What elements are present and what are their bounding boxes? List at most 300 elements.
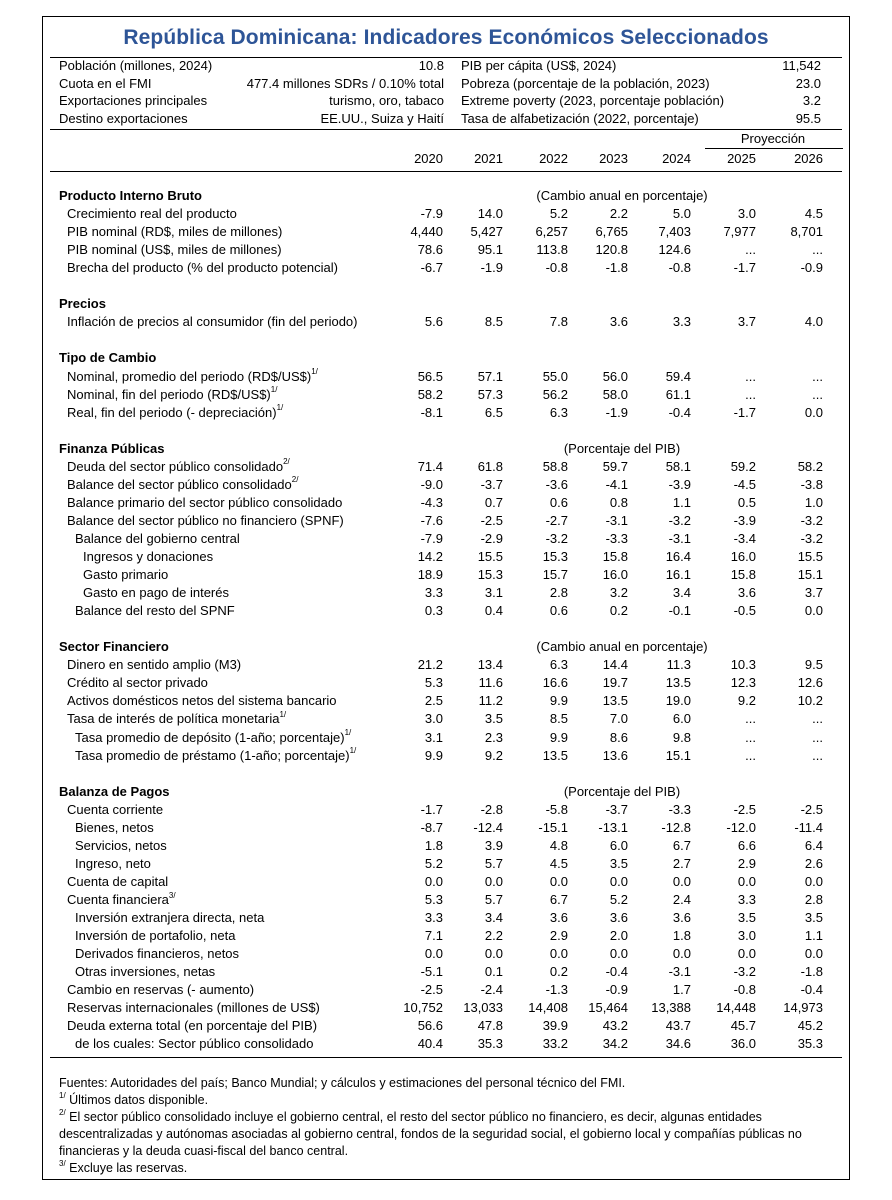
cell-2025: -3.2 <box>733 964 756 980</box>
cell-2025: -2.5 <box>733 801 756 817</box>
table-row <box>43 855 851 873</box>
cell-2024: 34.6 <box>665 1036 691 1052</box>
cell-2021: 3.5 <box>484 711 503 727</box>
cell-2025: 7,977 <box>723 224 756 240</box>
row-label: Crecimiento real del producto <box>67 206 237 222</box>
cell-2026: 9.5 <box>804 657 823 673</box>
table-row <box>43 656 851 674</box>
cell-2020: 3.1 <box>424 729 443 745</box>
cell-2021: -2.4 <box>480 982 503 998</box>
table-row <box>43 458 851 476</box>
cell-2021: 0.0 <box>484 873 503 889</box>
section-row <box>43 638 851 656</box>
table-row <box>43 819 851 837</box>
cell-2023: 3.2 <box>609 585 628 601</box>
cell-2021: 0.1 <box>484 964 503 980</box>
cell-2025: 0.0 <box>737 946 756 962</box>
cell-2020: 78.6 <box>417 242 443 258</box>
cell-2025: 10.3 <box>730 657 756 673</box>
cell-2020: 40.4 <box>417 1036 443 1052</box>
cell-2021: 0.7 <box>484 494 503 510</box>
table-row <box>43 223 851 241</box>
projection-underline <box>705 148 843 149</box>
cell-2022: 6.3 <box>549 657 568 673</box>
cell-2025: 2.9 <box>737 855 756 871</box>
cell-2023: 0.8 <box>609 494 628 510</box>
row-label: Balance del gobierno central <box>75 530 240 546</box>
cell-2021: 95.1 <box>477 242 503 258</box>
cell-2022: 5.2 <box>549 206 568 222</box>
cell-2021: -12.4 <box>473 819 503 835</box>
cell-2024: 43.7 <box>665 1018 691 1034</box>
cell-2026: 45.2 <box>797 1018 823 1034</box>
row-label: Reservas internacionales (millones de US$) <box>67 1000 320 1016</box>
cell-2026: 1.0 <box>804 494 823 510</box>
cell-2023: 34.2 <box>602 1036 628 1052</box>
cell-2020: 5.2 <box>424 855 443 871</box>
cell-2020: 0.3 <box>424 603 443 619</box>
cell-2021: -3.7 <box>480 476 503 492</box>
cell-2020: -7.9 <box>420 530 443 546</box>
cell-2022: 0.6 <box>549 494 568 510</box>
cell-2024: 16.4 <box>665 549 691 564</box>
cell-2023: 3.5 <box>609 855 628 871</box>
row-label: Balance del resto del SPNF <box>75 603 235 619</box>
spacer-row <box>43 422 851 440</box>
footnote-mark: 1/ <box>270 385 278 395</box>
cell-2025: 12.3 <box>730 675 756 691</box>
section-row <box>43 440 851 458</box>
cell-2021: 3.9 <box>484 837 503 853</box>
cell-2026: 0.0 <box>804 946 823 962</box>
cell-2024: -3.3 <box>668 801 691 817</box>
cell-2025: -0.8 <box>733 982 756 998</box>
table-row <box>43 602 851 620</box>
row-label: Balance del sector público consolidado$^{2/}$ <box>67 475 299 492</box>
cell-2026: 0.0 <box>804 603 823 619</box>
section-title: Finanza Públicas <box>59 440 165 456</box>
cell-2020: 10,752 <box>403 1000 443 1016</box>
cell-2021: 0.4 <box>484 603 503 619</box>
cell-2020: 9.9 <box>424 747 443 763</box>
row-label: Gasto primario <box>83 567 169 583</box>
section-unit: (Porcentaje del PIB) <box>563 783 681 799</box>
footnote-mark: 1/ <box>311 367 318 377</box>
cell-2023: 14.4 <box>602 657 628 673</box>
cell-2020: 0.0 <box>424 873 443 889</box>
table-row <box>43 548 851 566</box>
cell-2025: -4.5 <box>733 476 756 492</box>
cell-2022: 56.2 <box>542 386 568 402</box>
cell-2025: 16.0 <box>730 549 756 564</box>
cell-2021: 5.7 <box>484 891 503 907</box>
table-row <box>43 1035 851 1053</box>
row-label: Cambio en reservas (- aumento) <box>67 982 255 998</box>
cell-2021: -2.8 <box>480 801 503 817</box>
cell-2024: 13,388 <box>651 1000 691 1016</box>
cell-2023: 120.8 <box>595 242 628 258</box>
cell-2020: 14.2 <box>417 549 443 564</box>
section-unit: (Cambio anual en porcentaje) <box>536 188 708 203</box>
cell-2022: 15.7 <box>542 567 568 583</box>
cell-2024: 16.1 <box>665 567 691 583</box>
cell-2021: 35.3 <box>477 1036 503 1052</box>
cell-2020: -7.9 <box>420 206 443 222</box>
footnote-mark: 3/ <box>59 1158 66 1168</box>
cell-2026: 8,701 <box>790 224 823 240</box>
cell-2022: 0.2 <box>549 964 568 980</box>
cell-2021: 5,427 <box>470 224 503 240</box>
year-2023: 2023 <box>599 151 628 166</box>
cell-2026: 2.8 <box>804 891 823 907</box>
table-row <box>43 566 851 584</box>
table-row <box>43 368 851 386</box>
cell-2023: 0.0 <box>609 873 628 889</box>
cell-2021: 6.5 <box>484 404 503 420</box>
cell-2026: ... <box>812 711 823 727</box>
cell-2021: 47.8 <box>477 1018 503 1034</box>
cell-2022: 14,408 <box>528 1000 568 1016</box>
row-label: Dinero en sentido amplio (M3) <box>67 657 242 673</box>
row-label: Balance primario del sector público consolidado <box>67 494 343 510</box>
cell-2024: 2.7 <box>672 855 691 871</box>
cell-2026: ... <box>812 729 823 745</box>
cell-2023: 58.0 <box>602 386 628 402</box>
cell-2023: 3.6 <box>609 910 628 925</box>
cell-2025: 6.6 <box>737 837 756 853</box>
footnote-mark: 1/ <box>276 403 284 413</box>
cell-2022: 2.8 <box>549 585 568 601</box>
cell-2024: 61.1 <box>665 386 691 402</box>
cell-2026: 15.1 <box>797 567 823 583</box>
cell-2022: -3.6 <box>545 476 568 492</box>
cell-2023: -0.9 <box>605 982 628 998</box>
cell-2022: 4.8 <box>549 837 568 853</box>
cell-2025: 3.6 <box>737 585 756 601</box>
spacer-row <box>43 620 851 638</box>
cell-2024: 11.3 <box>666 657 691 673</box>
cell-2022: 55.0 <box>542 368 568 384</box>
cell-2021: 3.4 <box>484 910 503 925</box>
cell-2023: 13.6 <box>602 747 628 763</box>
section-row <box>43 295 851 313</box>
cell-2025: 59.2 <box>730 458 756 474</box>
cell-2020: -9.0 <box>420 476 443 492</box>
cell-2024: 124.6 <box>658 242 691 258</box>
cell-2022: 0.0 <box>549 946 568 962</box>
section-row <box>43 187 851 205</box>
indicators-table-frame <box>42 16 850 1180</box>
footnotes <box>59 1075 829 1177</box>
cell-2026: -1.8 <box>800 964 823 980</box>
cell-2021: 11.2 <box>478 693 503 709</box>
cell-2025: -1.7 <box>733 404 756 420</box>
cell-2020: 0.0 <box>424 946 443 962</box>
cell-2024: 1.8 <box>672 928 691 944</box>
cell-2026: 12.6 <box>797 675 823 691</box>
year-2020: 2020 <box>414 151 443 166</box>
cell-2023: -1.8 <box>605 260 628 276</box>
cell-2022: -0.8 <box>545 260 568 276</box>
cell-2022: 0.0 <box>549 873 568 889</box>
cell-2021: 15.3 <box>477 567 503 583</box>
cell-2026: -2.5 <box>800 801 823 817</box>
row-label: Inflación de precios al consumidor (fin del periodo) <box>67 314 358 330</box>
cell-2025: -12.0 <box>726 819 756 835</box>
row-label: Tasa promedio de préstamo (1-año; porcentaje)$^{1/}$ <box>75 746 357 763</box>
cell-2025: 0.0 <box>737 873 756 889</box>
info-value: 3.2 <box>802 93 821 108</box>
cell-2024: -12.8 <box>661 819 691 835</box>
row-label: PIB nominal (RD$, miles de millones) <box>67 224 283 240</box>
cell-2022: -2.7 <box>545 512 568 528</box>
cell-2024: 58.1 <box>665 458 691 474</box>
cell-2023: 0.0 <box>609 946 628 962</box>
cell-2025: -1.7 <box>733 260 756 276</box>
cell-2021: 11.6 <box>478 675 503 691</box>
table-row <box>43 747 851 765</box>
cell-2026: 0.0 <box>804 873 823 889</box>
row-label: de los cuales: Sector público consolidado <box>75 1036 314 1052</box>
year-2021: 2021 <box>474 151 503 166</box>
cell-2025: ... <box>745 729 756 745</box>
table-row <box>43 873 851 891</box>
cell-2026: 2.6 <box>804 855 823 871</box>
cell-2022: 9.9 <box>549 693 568 709</box>
cell-2021: -1.9 <box>480 260 503 276</box>
table-row <box>43 404 851 422</box>
cell-2020: 5.6 <box>424 314 443 330</box>
cell-2023: 0.2 <box>609 603 628 619</box>
info-value: 10.8 <box>418 58 444 73</box>
cell-2020: -8.1 <box>420 404 443 420</box>
section-unit: (Cambio anual en porcentaje) <box>536 639 708 655</box>
cell-2025: 15.8 <box>730 567 756 583</box>
table-row <box>43 1017 851 1035</box>
header-rule <box>50 171 842 172</box>
cell-2022: 58.8 <box>542 458 568 474</box>
row-label: Derivados financieros, netos <box>75 946 240 962</box>
cell-2024: -3.9 <box>668 476 691 492</box>
cell-2023: 19.7 <box>602 675 628 691</box>
table-bottom-rule <box>50 1057 842 1058</box>
info-label: Pobreza (porcentaje de la población, 2023) <box>461 75 710 91</box>
row-label: Bienes, netos <box>75 819 154 835</box>
row-label: Deuda externa total (en porcentaje del PIB) <box>67 1018 318 1034</box>
cell-2021: 13.4 <box>477 657 503 673</box>
cell-2022: -5.8 <box>545 801 568 817</box>
row-label: PIB nominal (US$, miles de millones) <box>67 242 282 258</box>
spacer-row <box>43 765 851 783</box>
cell-2023: 2.2 <box>609 206 628 222</box>
cell-2020: 5.3 <box>424 675 443 691</box>
cell-2023: 3.6 <box>609 314 628 330</box>
cell-2025: ... <box>745 711 756 727</box>
cell-2023: -3.3 <box>605 530 628 546</box>
cell-2022: 113.8 <box>536 242 568 258</box>
cell-2022: 39.9 <box>542 1018 568 1034</box>
projection-label: Proyección <box>740 131 806 146</box>
cell-2024: 6.7 <box>672 837 691 853</box>
info-value: EE.UU., Suiza y Haití <box>320 110 444 126</box>
cell-2025: 3.3 <box>737 891 756 907</box>
section-unit: (Porcentaje del PIB) <box>563 440 681 456</box>
cell-2026: 58.2 <box>797 458 823 474</box>
cell-2022: 6.3 <box>549 404 568 420</box>
cell-2024: 15.1 <box>665 747 691 763</box>
year-2025: 2025 <box>727 151 756 166</box>
cell-2024: 3.3 <box>672 314 691 330</box>
table-row <box>43 584 851 602</box>
row-label: Ingresos y donaciones <box>83 549 214 564</box>
cell-2022: -3.2 <box>545 530 568 546</box>
table-row <box>43 494 851 512</box>
row-label: Cuenta de capital <box>67 873 169 889</box>
cell-2026: 14,973 <box>783 1000 823 1016</box>
cell-2025: 0.5 <box>737 494 756 510</box>
table-row <box>43 205 851 223</box>
cell-2026: 10.2 <box>797 693 823 709</box>
cell-2023: 43.2 <box>602 1018 628 1034</box>
cell-2020: -4.3 <box>420 494 443 510</box>
cell-2021: 13,033 <box>463 1000 503 1016</box>
cell-2023: 59.7 <box>602 458 628 474</box>
table-row <box>43 710 851 728</box>
cell-2022: -1.3 <box>545 982 568 998</box>
footnote-mark: 1/ <box>349 746 357 756</box>
cell-2021: 57.3 <box>477 386 503 402</box>
table-row <box>43 837 851 855</box>
table-row <box>43 512 851 530</box>
cell-2021: 0.0 <box>484 946 503 962</box>
row-label: Otras inversiones, netas <box>75 964 216 980</box>
cell-2023: 16.0 <box>602 567 628 583</box>
cell-2025: -3.4 <box>733 530 756 546</box>
info-label: Destino exportaciones <box>59 110 188 126</box>
table-row <box>43 530 851 548</box>
cell-2025: ... <box>745 747 756 763</box>
cell-2020: -6.7 <box>420 260 443 276</box>
year-2026: 2026 <box>794 151 823 166</box>
cell-2023: -3.1 <box>605 512 628 528</box>
row-label: Crédito al sector privado <box>67 675 208 691</box>
section-row <box>43 349 851 367</box>
section-title: Precios <box>59 296 106 312</box>
cell-2022: 8.5 <box>549 711 568 727</box>
page-title: República Dominicana: Indicadores Económicos Seleccionados <box>123 26 769 49</box>
spacer-row <box>43 277 851 295</box>
cell-2020: 3.3 <box>424 910 443 925</box>
cell-2020: 5.3 <box>424 891 443 907</box>
info-label: Población (millones, 2024) <box>59 58 213 73</box>
footnote-source: Fuentes: Autoridades del país; Banco Mundial; y cálculos y estimaciones del personal técnico del FMI. <box>59 1076 626 1090</box>
cell-2021: 9.2 <box>484 747 503 763</box>
row-label: Gasto en pago de interés <box>83 585 229 601</box>
footnote-mark: 1/ <box>279 710 287 720</box>
footnote-3: $^{3/}$ Excluye las reservas. <box>59 1158 188 1175</box>
cell-2024: 6.0 <box>672 711 691 727</box>
cell-2026: 4.5 <box>804 206 823 222</box>
section-title: Balanza de Pagos <box>59 783 170 799</box>
cell-2022: 4.5 <box>549 855 568 871</box>
cell-2020: -1.7 <box>420 801 443 817</box>
cell-2021: 3.1 <box>484 585 503 601</box>
cell-2024: -0.4 <box>668 404 691 420</box>
info-value: 23.0 <box>795 75 821 91</box>
cell-2023: -4.1 <box>605 476 628 492</box>
year-2024: 2024 <box>662 151 691 166</box>
cell-2023: 2.0 <box>609 928 628 944</box>
cell-2020: 4,440 <box>410 224 443 240</box>
cell-2026: 3.5 <box>804 910 823 925</box>
row-label: Brecha del producto (% del producto potencial) <box>67 260 338 276</box>
cell-2020: 18.9 <box>417 567 443 583</box>
cell-2022: 7.8 <box>549 314 568 330</box>
cell-2024: 13.5 <box>665 675 691 691</box>
cell-2024: -3.1 <box>668 530 691 546</box>
table-row <box>43 801 851 819</box>
cell-2026: -3.2 <box>800 530 823 546</box>
row-label: Tasa promedio de depósito (1-año; porcentaje)$^{1/}$ <box>75 728 352 745</box>
cell-2025: 45.7 <box>730 1018 756 1034</box>
cell-2022: 0.6 <box>549 603 568 619</box>
cell-2024: 7,403 <box>658 224 691 240</box>
cell-2021: 61.8 <box>477 458 503 474</box>
footnote-mark: 1/ <box>59 1090 66 1100</box>
cell-2025: 3.5 <box>737 910 756 925</box>
row-label: Balance del sector público no financiero (SPNF) <box>67 512 344 528</box>
cell-2023: 6.0 <box>609 837 628 853</box>
cell-2026: -3.2 <box>800 512 823 528</box>
cell-2024: 5.0 <box>672 206 691 222</box>
table-row <box>43 241 851 259</box>
section-title: Tipo de Cambio <box>59 350 157 366</box>
table-row <box>43 729 851 747</box>
cell-2026: -3.8 <box>800 476 823 492</box>
cell-2024: 3.6 <box>672 910 691 925</box>
info-label: PIB per cápita (US$, 2024) <box>461 58 617 73</box>
cell-2026: 35.3 <box>797 1036 823 1052</box>
row-label: Nominal, fin del periodo (RD$/US$)$^{1/}$ <box>67 385 278 402</box>
cell-2023: -13.1 <box>598 819 628 835</box>
cell-2020: -2.5 <box>420 982 443 998</box>
cell-2026: ... <box>812 242 823 258</box>
cell-2020: 3.0 <box>424 711 443 727</box>
cell-2022: 9.9 <box>549 729 568 745</box>
info-value: turismo, oro, tabaco <box>329 93 444 108</box>
table-row <box>43 674 851 692</box>
cell-2021: 2.3 <box>484 729 503 745</box>
cell-2020: 71.4 <box>417 458 443 474</box>
cell-2024: 59.4 <box>665 368 691 384</box>
row-label: Servicios, netos <box>75 837 167 853</box>
cell-2021: 15.5 <box>477 549 503 564</box>
cell-2023: 56.0 <box>602 368 628 384</box>
footnote-mark: 1/ <box>344 728 352 738</box>
cell-2023: -3.7 <box>605 801 628 817</box>
cell-2026: ... <box>812 368 823 384</box>
cell-2023: 6,765 <box>595 224 628 240</box>
cell-2024: 0.0 <box>672 946 691 962</box>
row-label: Real, fin del periodo (- depreciación)$^{1/}$ <box>67 403 284 420</box>
cell-2023: -0.4 <box>605 964 628 980</box>
table-row <box>43 891 851 909</box>
footnote-mark: 2/ <box>283 457 290 467</box>
cell-2023: 7.0 <box>609 711 628 727</box>
row-label: Tasa de interés de política monetaria$^{1/}$ <box>67 710 287 727</box>
cell-2023: 15.8 <box>602 549 628 564</box>
row-label: Cuenta corriente <box>67 801 164 817</box>
